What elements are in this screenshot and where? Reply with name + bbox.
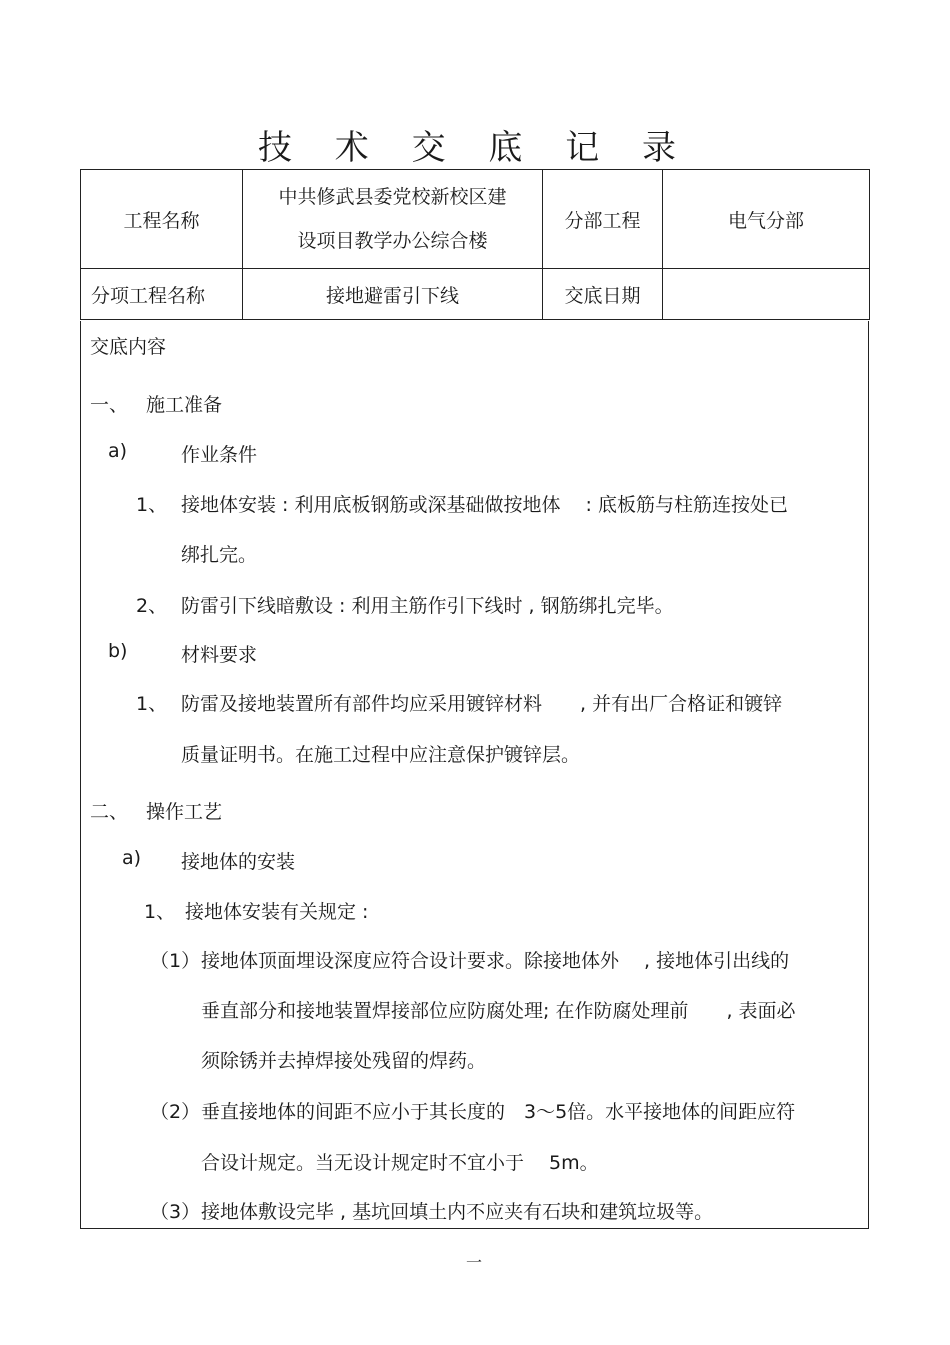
section-1b-item-1-number: 1、 (136, 693, 168, 715)
clause-3-line1: 接地体敷设完毕 , 基坑回填土内不应夹有石块和建筑垃圾等。 (201, 1201, 714, 1223)
clause-2-line2: 合设计规定。当无设计规定时不宜小于 5m。 (201, 1152, 599, 1174)
section-1a-item-1-line2: 绑扎完。 (181, 544, 258, 566)
clause-2-line1: 垂直接地体的间距不应小于其长度的 3～5倍。水平接地体的间距应符 (201, 1101, 796, 1123)
section-1-title: 施工准备 (146, 394, 223, 416)
clause-1-number: （1） (150, 950, 201, 972)
section-1b-item-1-line2: 质量证明书。在施工过程中应注意保护镀锌层。 (181, 744, 581, 766)
section-2a-number: a) (122, 847, 142, 869)
section-2a-item-1-title: 接地体安装有关规定 : (185, 901, 369, 923)
section-2a-title: 接地体的安装 (181, 851, 296, 873)
subitem-label: 分项工程名称 (81, 269, 243, 320)
section-1a-title: 作业条件 (181, 444, 258, 466)
section-1a-item-2-number: 2、 (136, 595, 168, 617)
document-title: 技 术 交 底 记 录 (257, 128, 693, 168)
project-name-label: 工程名称 (81, 170, 243, 269)
section-1-number: 一、 (90, 394, 129, 416)
content-heading: 交底内容 (90, 336, 167, 358)
clause-1-line1: 接地体顶面埋设深度应符合设计要求。除接地体外 , 接地体引出线的 (201, 950, 790, 972)
section-2-title: 操作工艺 (146, 801, 223, 823)
division-label: 分部工程 (543, 170, 663, 269)
section-1a-item-1-number: 1、 (136, 494, 168, 516)
subitem-value: 接地避雷引下线 (243, 269, 543, 320)
header-table (80, 169, 870, 320)
header-row-subitem (81, 269, 870, 320)
clause-3-number: （3） (150, 1201, 201, 1223)
header-row-project (81, 170, 870, 269)
project-name-line2: 设项目教学办公综合楼 (297, 230, 488, 252)
section-1b-item-1-line1: 防雷及接地装置所有部件均应采用镀锌材料 , 并有出厂合格证和镀锌 (181, 693, 783, 715)
date-value (663, 269, 870, 320)
clause-2-number: （2） (150, 1101, 201, 1123)
section-1b-title: 材料要求 (181, 644, 258, 666)
date-label: 交底日期 (543, 269, 663, 320)
project-name-value (243, 170, 543, 269)
clause-1-line2: 垂直部分和接地装置焊接部位应防腐处理; 在作防腐处理前 , 表面必 (201, 1000, 796, 1022)
section-2a-item-1-number: 1、 (144, 901, 176, 923)
division-value: 电气分部 (663, 170, 870, 269)
section-1a-item-2-line1: 防雷引下线暗敷设 : 利用主筋作引下线时 , 钢筋绑扎完毕。 (181, 595, 674, 617)
section-1a-number: a) (108, 440, 128, 462)
clause-1-line3: 须除锈并去掉焊接处残留的焊药。 (201, 1050, 487, 1072)
page-number: 一 (466, 1253, 483, 1272)
section-1b-number: b) (108, 640, 128, 662)
project-name-line1: 中共修武县委党校新校区建 (278, 186, 507, 208)
section-1a-item-1-line1: 接地体安装 : 利用底板钢筋或深基础做按地体 : 底板筋与柱筋连按处已 (181, 494, 788, 516)
section-2-number: 二、 (90, 801, 129, 823)
